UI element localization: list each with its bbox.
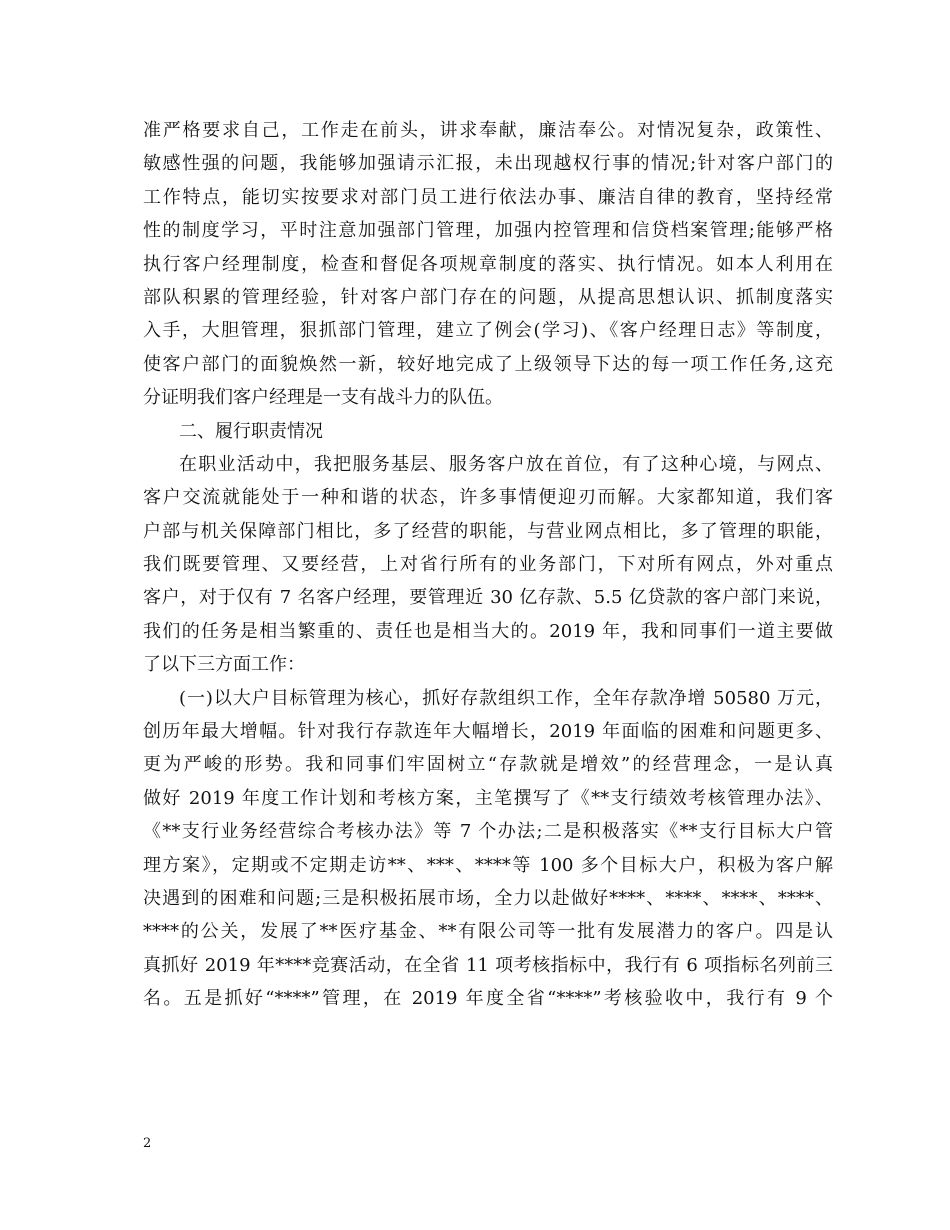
text-line: 《**支行业务经营综合考核办法》等 7 个办法;二是积极落实《**支行目标大户管 — [143, 821, 833, 843]
text-line: 敏感性强的问题，我能够加强请示汇报，未出现越权行事的情况;针对客户部门的 — [143, 153, 833, 175]
text-line: 准严格要求自己，工作走在前头，讲求奉献，廉洁奉公。对情况复杂，政策性、 — [143, 120, 833, 141]
text-line: 了以下三方面工作： — [143, 654, 305, 676]
body-text — [143, 114, 833, 1016]
text-line: 做好 2019 年度工作计划和考核方案，主笔撰写了《**支行绩效考核管理办法》、 — [143, 787, 833, 809]
text-line: 使客户部门的面貌焕然一新，较好地完成了上级领导下达的每一项工作任务,这充 — [143, 353, 833, 375]
text-line: (一)以大户目标管理为核心，抓好存款组织工作，全年存款净增 50580 万元， — [179, 687, 833, 709]
text-line: 名。五是抓好“****”管理，在 2019 年度全省“****”考核验收中，我行有 9 个 — [143, 988, 833, 1010]
text-line: 我们既要管理、又要经营，上对省行所有的业务部门，下对所有网点，外对重点 — [143, 554, 833, 576]
text-line: 我们的任务是相当繁重的、责任也是相当大的。2019 年，我和同事们一道主要做 — [143, 620, 833, 642]
text-line: 客户交流就能处于一种和谐的状态，许多事情便迎刃而解。大家都知道，我们客 — [143, 487, 833, 509]
text-line: 二、履行职责情况 — [179, 420, 323, 442]
text-line: ****的公关，发展了**医疗基金、**有限公司等一批有发展潜力的客户。四是认 — [143, 921, 833, 943]
text-line: 入手，大胆管理，狠抓部门管理，建立了例会(学习)、《客户经理日志》等制度， — [143, 320, 833, 342]
text-line: 执行客户经理制度，检查和督促各项规章制度的落实、执行情况。如本人利用在 — [143, 253, 833, 275]
text-line: 创历年最大增幅。针对我行存款连年大幅增长，2019 年面临的困难和问题更多、 — [143, 721, 833, 743]
page-number: 2 — [143, 1136, 152, 1151]
text-line: 客户，对于仅有 7 名客户经理，要管理近 30 亿存款、5.5 亿贷款的客户部门来说， — [143, 587, 833, 609]
text-line: 理方案》，定期或不定期走访**、***、****等 100 多个目标大户，积极为客户解 — [143, 854, 833, 876]
text-line: 更为严峻的形势。我和同事们牢固树立“存款就是增效”的经营理念，一是认真 — [143, 754, 833, 776]
text-line: 分证明我们客户经理是一支有战斗力的队伍。 — [143, 387, 503, 409]
text-line: 户部与机关保障部门相比，多了经营的职能，与营业网点相比，多了管理的职能， — [143, 520, 833, 542]
text-line: 性的制度学习，平时注意加强部门管理，加强内控管理和信贷档案管理;能够严格 — [143, 220, 833, 242]
text-line: 真抓好 2019 年****竞赛活动，在全省 11 项考核指标中，我行有 6 项指标名列前三 — [143, 954, 833, 976]
text-line: 决遇到的困难和问题;三是积极拓展市场，全力以赴做好****、****、****、****、 — [143, 887, 833, 909]
text-line: 在职业活动中，我把服务基层、服务客户放在首位，有了这种心境，与网点、 — [179, 453, 833, 475]
text-line: 工作特点，能切实按要求对部门员工进行依法办事、廉洁自律的教育，坚持经常 — [143, 186, 833, 208]
text-line: 部队积累的管理经验，针对客户部门存在的问题，从提高思想认识、抓制度落实 — [143, 286, 833, 308]
